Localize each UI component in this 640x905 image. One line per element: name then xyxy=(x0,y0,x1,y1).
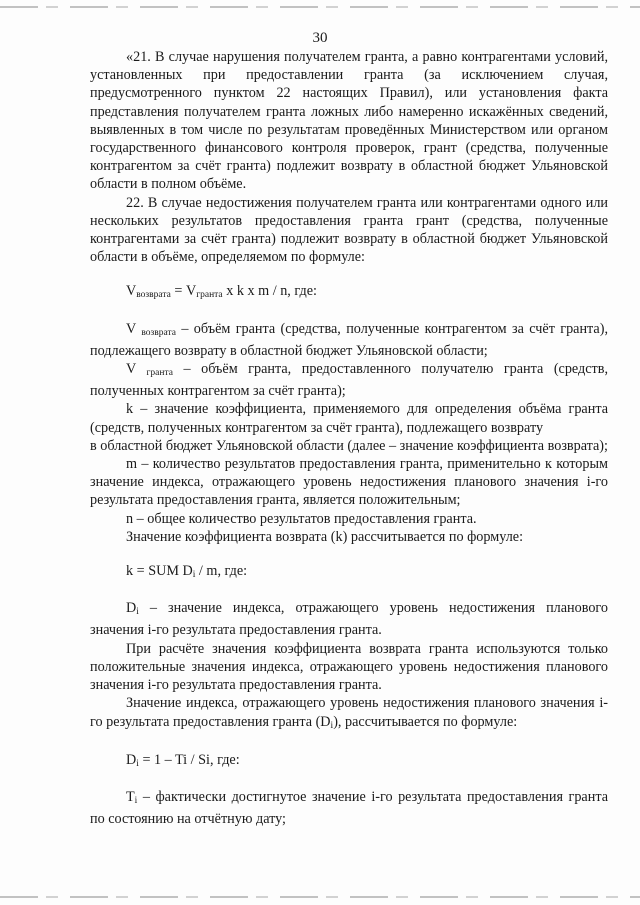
def-ti-text: – фактически достигнутое значение i-го результата предоставления гранта по состоянию на отчётную дату; xyxy=(90,788,608,828)
formula-k-left: k = SUM D xyxy=(126,563,193,580)
formula-rest: x k x m / n, где: xyxy=(222,283,317,300)
formula-di-left: D xyxy=(126,751,137,768)
formula-k-sub: i xyxy=(192,570,196,581)
formula-di-right: = 1 – Ti / Si, где: xyxy=(138,751,240,768)
definition-k: k – значение коэффициента, применяемого для определения объёма гранта (средств, полученных контрагентом за счёт гранта), подлежащего возврату xyxy=(90,401,608,436)
definition-k-continued: в областной бюджет Ульяновской области (далее – значение коэффициента возврата); xyxy=(90,437,608,454)
def-v-return-symbol: V xyxy=(126,320,136,337)
formula-k-right: / m, где: xyxy=(195,563,248,580)
definition-di xyxy=(90,599,608,639)
def-v-grant-sub: гранта xyxy=(146,368,173,379)
formula-v-sub-return: возврата xyxy=(136,290,171,301)
definition-v-return xyxy=(90,320,608,360)
def-di-sub: i xyxy=(136,607,139,618)
index-intro-a: Значение индекса, отражающего уровень недостижения планового значения i-го результата предоставления гранта (D xyxy=(90,695,608,730)
formula-k xyxy=(90,562,608,584)
def-v-return-text: – объём гранта (средства, полученные контрагентом за счёт гранта), подлежащего возврату в областной бюджет Ульяновской области; xyxy=(90,320,608,359)
paragraph-21: «21. В случае нарушения получателем гранта, а равно контрагентами условий, установленных при предоставлении гранта (за исключением случая, предусмотренного пунктом 22 настоящих Правил), или установления факта представления получателем гранта ложных либо намеренно искажённых сведений, выявленных в том числе по результатам проведённых Министерством или органом государственного финансового контроля проверок, грант (средства, полученные контрагентом за счёт гранта) подлежит возврату в областной бюджет Ульяновской области в полном объёме. xyxy=(90,49,608,193)
def-di-text: – значение индекса, отражающего уровень недостижения планового значения i-го результата предоставления гранта. xyxy=(90,600,608,639)
formula-di-sub: i xyxy=(136,758,139,769)
document-body xyxy=(90,48,608,828)
page-number: 30 xyxy=(312,30,328,46)
def-ti-symbol: T xyxy=(126,788,135,805)
formula-return-volume xyxy=(90,282,608,304)
scan-edge-top xyxy=(0,6,640,8)
formula-eq-v: = V xyxy=(170,283,197,300)
definition-ti xyxy=(90,788,608,828)
k-formula-intro: Значение коэффициента возврата (k) рассчитывается по формуле: xyxy=(126,528,524,545)
definition-m: m – количество результатов предоставления гранта, применительно к которым значение индекса, отражающего уровень недостижения планового значения i-го результата предоставления гранта, является положительным; xyxy=(90,456,608,509)
formula-v-sub-grant: гранта xyxy=(196,290,223,301)
paragraph-22: 22. В случае недостижения получателем гранта или контрагентами одного или нескольких результатов предоставления гранта грант (средства, полученные контрагентами за счёт гранта) подлежит возврату в областной бюджет Ульяновской области в объёме, определяемом по формуле: xyxy=(90,194,608,266)
index-intro xyxy=(90,694,608,734)
def-v-return-sub: возврата xyxy=(141,327,176,338)
index-intro-b: ), рассчитывается по формуле: xyxy=(333,713,518,730)
def-v-grant-text: – объём гранта, предоставленного получателю гранта (средств, полученных контрагентом за счёт гранта); xyxy=(90,361,609,400)
def-v-grant-symbol: V xyxy=(126,361,136,378)
index-intro-sub: i xyxy=(330,720,334,731)
definition-n: n – общее количество результатов предоставления гранта. xyxy=(126,510,477,527)
definition-v-grant xyxy=(90,360,608,400)
scan-edge-bottom xyxy=(0,896,640,898)
def-di-symbol: D xyxy=(126,600,137,617)
def-ti-sub: i xyxy=(134,795,138,806)
calc-note: При расчёте значения коэффициента возврата гранта используются только положительные значения индекса, отражающего уровень недостижения планового значения i-го результата предоставления гранта. xyxy=(90,640,608,694)
formula-di xyxy=(90,751,608,773)
formula-v-symbol: V xyxy=(126,283,137,300)
